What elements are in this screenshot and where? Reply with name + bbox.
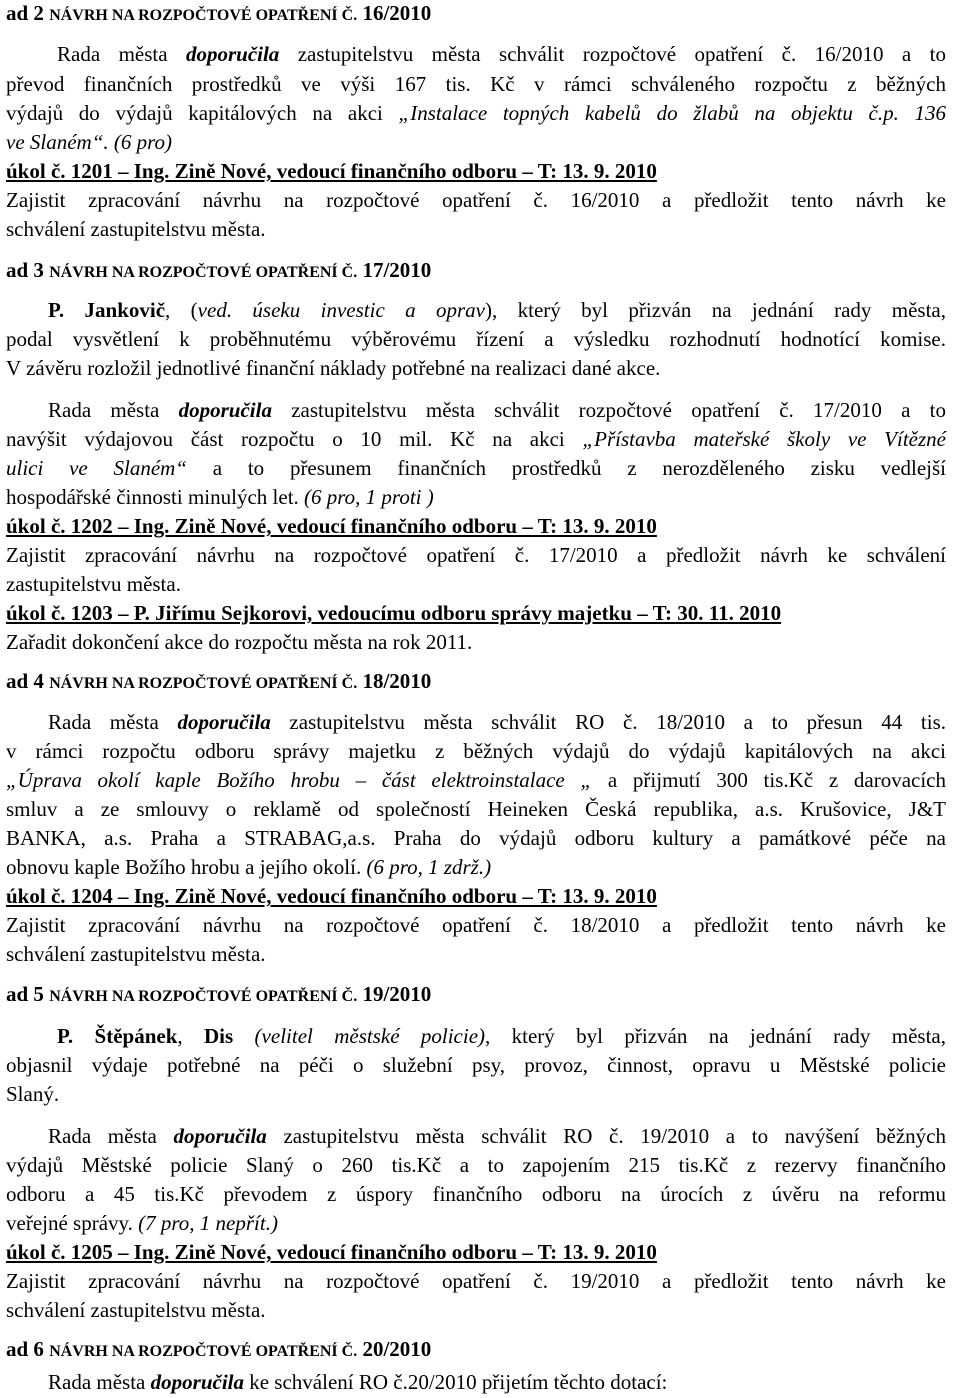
paragraph-line: P. Jankovič, (ved. úseku investic a oprav), který byl přizván na jednání rady města,: [48, 298, 947, 322]
paragraph-line: Rada města doporučila zastupitelstvu města schválit rozpočtové opatření č. 16/2010 a to: [57, 42, 946, 66]
task-description: zastupitelstvu města.: [6, 572, 181, 596]
paragraph-line: objasnil výdaje potřebné na péči o služební psy, provoz, činnost, opravu u Městské policie: [6, 1053, 946, 1077]
section-5-heading: ad 5 NÁVRH NA ROZPOČTOVÉ OPATŘENÍ Č. 19/2010: [6, 982, 432, 1006]
task-line: úkol č. 1203 – P. Jiřímu Sejkorovi, vedoucímu odboru správy majetku – T: 30. 11. 2010: [6, 601, 782, 625]
section-2-heading: ad 2 NÁVRH NA ROZPOČTOVÉ OPATŘENÍ Č. 16/2010: [6, 1, 432, 25]
paragraph-line: podal vysvětlení k proběhnutému výběrovému řízení a výsledku rozhodnutí hodnotící komise.: [6, 327, 946, 351]
task-description: Zajistit zpracování návrhu na rozpočtové opatření č. 19/2010 a předložit tento návrh ke: [6, 1269, 946, 1293]
section-4-heading: ad 4 NÁVRH NA ROZPOČTOVÉ OPATŘENÍ Č. 18/2010: [6, 669, 432, 693]
paragraph-line: ulici ve Slaném“ a to přesunem finančních prostředků z nerozděleného zisku vedlejší: [6, 456, 946, 480]
paragraph-line: P. Štěpánek, Dis (velitel městské policie), který byl přizván na jednání rady města,: [57, 1024, 946, 1048]
task-description: Zajistit zpracování návrhu na rozpočtové opatření č. 17/2010 a předložit návrh ke schválení: [6, 543, 946, 567]
task-description: Zajistit zpracování návrhu na rozpočtové opatření č. 16/2010 a předložit tento návrh ke: [6, 188, 946, 212]
section-6-heading: ad 6 NÁVRH NA ROZPOČTOVÉ OPATŘENÍ Č. 20/2010: [6, 1337, 432, 1361]
task-line: úkol č. 1202 – Ing. Zině Nové, vedoucí finančního odboru – T: 13. 9. 2010: [6, 514, 657, 538]
paragraph-line: Rada města doporučila zastupitelstvu města schválit RO č. 18/2010 a to přesun 44 tis.: [48, 710, 946, 734]
paragraph-line: hospodářské činnosti minulých let. (6 pro, 1 proti ): [6, 485, 434, 509]
paragraph-line: převod finančních prostředků ve výši 167 tis. Kč v rámci schváleného rozpočtu z běžných: [6, 72, 946, 96]
paragraph-line: výdajů Městské policie Slaný o 260 tis.Kč a to zapojením 215 tis.Kč z rezervy finančního: [6, 1153, 946, 1177]
paragraph-line: BANKA, a.s. Praha a STRABAG,a.s. Praha do výdajů odboru kultury a památkové péče na: [6, 826, 946, 850]
paragraph-line: „Úprava okolí kaple Božího hrobu – část elektroinstalace „ a přijmutí 300 tis.Kč z darovacích: [6, 768, 947, 792]
paragraph-line: v rámci rozpočtu odboru správy majetku z běžných výdajů do výdajů kapitálových na akci: [6, 739, 946, 763]
paragraph-line: Rada města doporučila zastupitelstvu města schválit rozpočtové opatření č. 17/2010 a to: [48, 398, 946, 422]
paragraph-line: výdajů do výdajů kapitálových na akci „Instalace topných kabelů do žlabů na objektu č.p. 136: [6, 101, 947, 125]
paragraph-line: Rada města doporučila ke schválení RO č.20/2010 přijetím těchto dotací:: [48, 1370, 668, 1394]
task-description: Zařadit dokončení akce do rozpočtu města na rok 2011.: [6, 630, 473, 654]
paragraph-line: Rada města doporučila zastupitelstvu města schválit RO č. 19/2010 a to navýšení běžných: [48, 1124, 946, 1148]
task-line: úkol č. 1205 – Ing. Zině Nové, vedoucí finančního odboru – T: 13. 9. 2010: [6, 1240, 657, 1264]
paragraph-line: V závěru rozložil jednotlivé finanční náklady potřebné na realizaci dané akce.: [6, 356, 661, 380]
paragraph-line: odboru a 45 tis.Kč převodem z úspory finančního odboru na úrocích z úvěru na reformu: [6, 1182, 946, 1206]
task-description: schválení zastupitelstvu města.: [6, 217, 266, 241]
task-description: schválení zastupitelstvu města.: [6, 942, 266, 966]
paragraph-line: Slaný.: [6, 1082, 60, 1106]
task-description: schválení zastupitelstvu města.: [6, 1298, 266, 1322]
task-line: úkol č. 1201 – Ing. Zině Nové, vedoucí finančního odboru – T: 13. 9. 2010: [6, 159, 657, 183]
paragraph-line: veřejné správy. (7 pro, 1 nepřít.): [6, 1211, 278, 1235]
paragraph-line: ve Slaném“. (6 pro): [6, 130, 173, 154]
paragraph-line: smluv a ze smlouvy o reklamě od společností Heineken Česká republika, a.s. Krušovice, J&T: [6, 797, 946, 821]
paragraph-line: navýšit výdajovou část rozpočtu o 10 mil. Kč na akci „Přístavba mateřské školy ve Vítězné: [6, 427, 946, 451]
task-line: úkol č. 1204 – Ing. Zině Nové, vedoucí finančního odboru – T: 13. 9. 2010: [6, 884, 657, 908]
section-3-heading: ad 3 NÁVRH NA ROZPOČTOVÉ OPATŘENÍ Č. 17/2010: [6, 258, 432, 282]
task-description: Zajistit zpracování návrhu na rozpočtové opatření č. 18/2010 a předložit tento návrh ke: [6, 913, 946, 937]
paragraph-line: obnovu kaple Božího hrobu a jejího okolí. (6 pro, 1 zdrž.): [6, 855, 492, 879]
